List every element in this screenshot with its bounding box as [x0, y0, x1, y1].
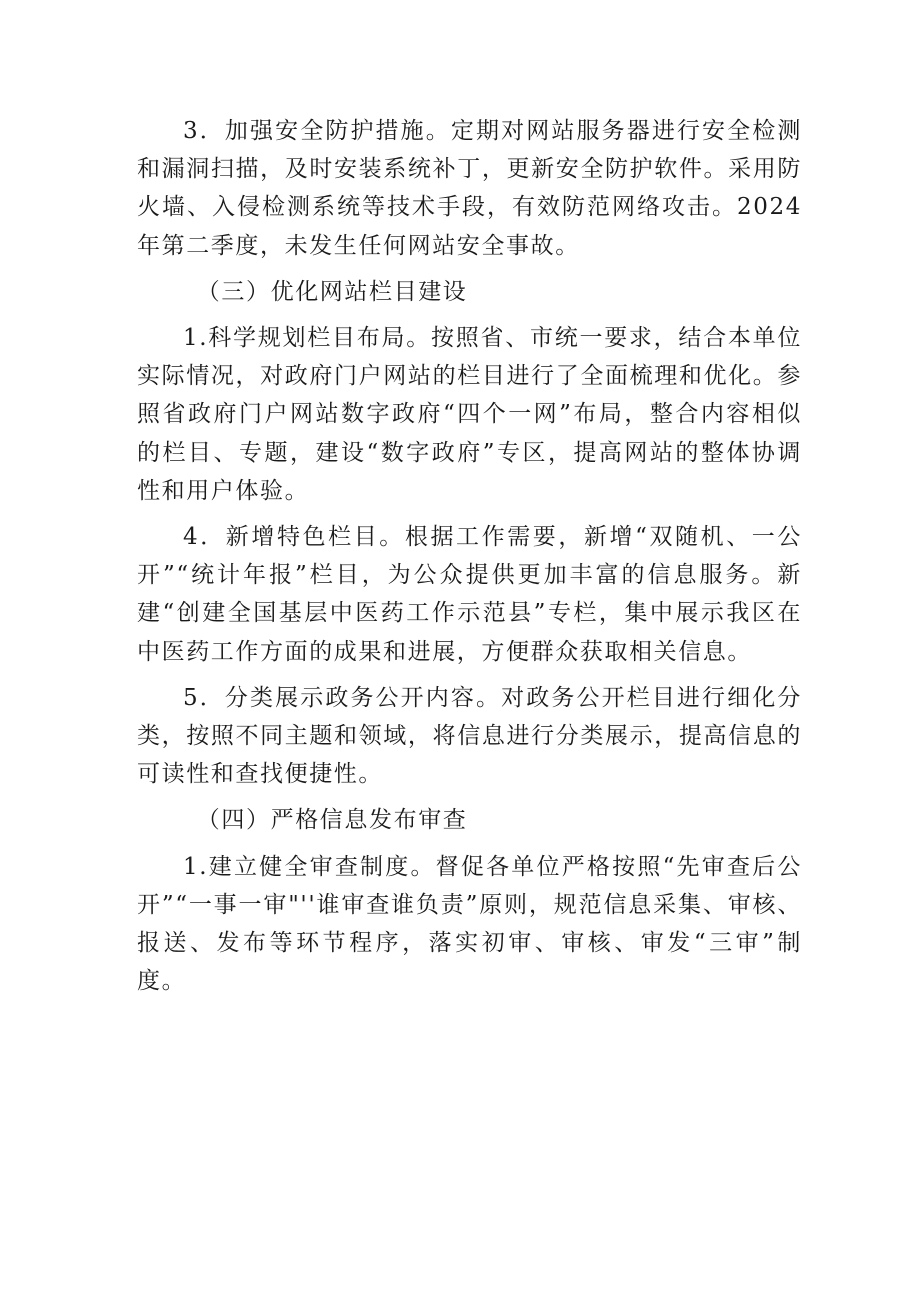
- section-heading-column-optimization: （三）优化网站栏目建设: [196, 278, 468, 305]
- paragraph-featured-columns: 4．新增特色栏目。根据工作需要，新增“双随机、一公开”“统计年报”栏目，为公众提供更加丰富的信息服务。新建“创建全国基层中医药工作示范县”专栏，集中展示我区在中医药工作方面的成果和进展，方便群众获取相关信息。: [137, 524, 802, 665]
- section-heading-release-review: （四）严格信息发布审查: [196, 807, 468, 834]
- paragraph-security-measures: 3．加强安全防护措施。定期对网站服务器进行安全检测和漏洞扫描，及时安装系统补丁，更新安全防护软件。采用防火墙、入侵检测系统等技术手段，有效防范网络攻击。2024年第二季度，未发生任何网站安全事故。: [137, 118, 802, 259]
- document-body: [137, 112, 802, 1000]
- paragraph-review-system: 1.建立健全审查制度。督促各单位严格按照“先审查后公开”“一事一审"''谁审查谁负责”原则，规范信息采集、审核、报送、发布等环节程序，落实初审、审核、审发“三审”制度。: [137, 853, 802, 995]
- paragraph-classified-display: 5．分类展示政务公开内容。对政务公开栏目进行细化分类，按照不同主题和领域，将信息进行分类展示，提高信息的可读性和查找便捷性。: [137, 684, 802, 788]
- paragraph-column-layout: 1.科学规划栏目布局。按照省、市统一要求，结合本单位实际情况，对政府门户网站的栏目进行了全面梳理和优化。参照省政府门户网站数字政府“四个一网”布局，整合内容相似的栏目、专题，建设“数字政府”专区，提高网站的整体协调性和用户体验。: [137, 325, 802, 504]
